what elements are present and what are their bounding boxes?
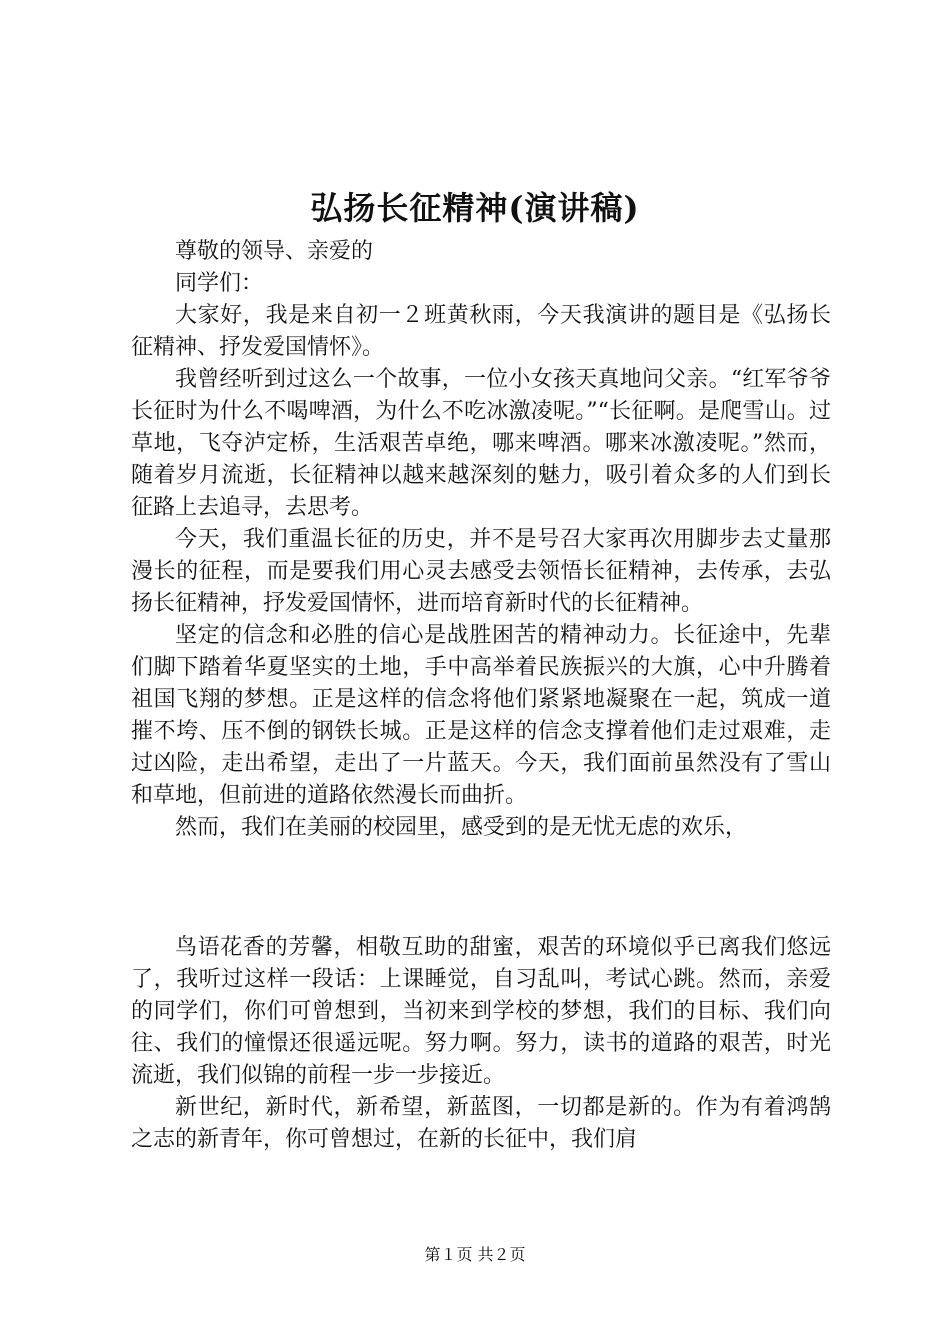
paragraph: 鸟语花香的芳馨，相敬互助的甜蜜，艰苦的环境似乎已离我们悠远了，我听过这样一段话：上课睡觉，自习乱叫，考试心跳。然而，亲爱的同学们，你们可曾想到，当初来到学校的梦想，我们的目标、我们向往、我们的憧憬还很遥远呢。努力啊。努力，读书的道路的艰苦，时光流逝，我们似锦的前程一步一步接近。	[131, 935, 831, 1088]
page-footer: 第１页 共２页	[424, 1245, 526, 1264]
salutation-line-1: 尊敬的领导、亲爱的	[175, 239, 374, 264]
paragraph: 坚定的信念和必胜的信心是战胜困苦的精神动力。长征途中，先辈们脚下踏着华夏坚实的土地，手中高举着民族振兴的大旗，心中升腾着祖国飞翔的梦想。正是这样的信念将他们紧紧地凝聚在一起，筑成一道摧不垮、压不倒的钢铁长城。正是这样的信念支撑着他们走过艰难，走过凶险，走出希望，走出了一片蓝天。今天，我们面前虽然没有了雪山和草地，但前进的道路依然漫长而曲折。	[131, 623, 831, 808]
body-section-2	[131, 932, 831, 1156]
paragraph: 新世纪，新时代，新希望，新蓝图，一切都是新的。作为有着鸿鹄之志的新青年，你可曾想过，在新的长征中，我们肩	[131, 1095, 831, 1152]
paragraph: 我曾经听到过这么一个故事，一位小女孩天真地问父亲。“红军爷爷长征时为什么不喝啤酒，为什么不吃冰激凌呢。”“长征啊。是爬雪山。过草地，飞夺泸定桥，生活艰苦卓绝，哪来啤酒。哪来冰激凌呢。”然而，随着岁月流逝，长征精神以越来越深刻的魅力，吸引着众多的人们到长征路上去追寻，去思考。	[131, 367, 831, 520]
paragraph: 大家好，我是来自初一２班黄秋雨，今天我演讲的题目是《弘扬长征精神、抒发爱国情怀》。	[131, 303, 831, 360]
salutation-line-2: 同学们：	[175, 271, 264, 296]
paragraph: 然而，我们在美丽的校园里，感受到的是无忧无虑的欢乐，	[175, 815, 748, 840]
document-title: 弘扬长征精神(演讲稿)	[310, 189, 640, 227]
body-section-1	[131, 236, 831, 844]
paragraph: 今天，我们重温长征的历史，并不是号召大家再次用脚步去丈量那漫长的征程，而是要我们用心灵去感受去领悟长征精神，去传承，去弘扬长征精神，抒发爱国情怀，进而培育新时代的长征精神。	[131, 527, 831, 616]
